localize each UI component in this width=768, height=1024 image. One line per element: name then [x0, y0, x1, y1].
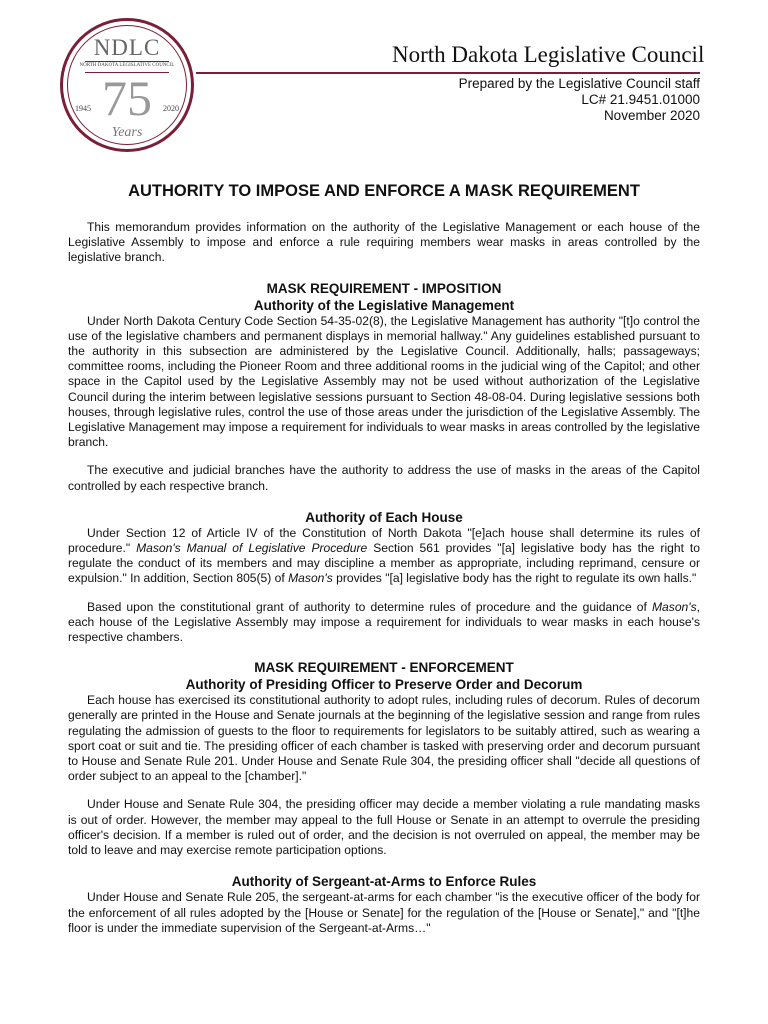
- citation-masons-manual: Mason's Manual of Legislative Procedure: [136, 541, 368, 556]
- paragraph: Under North Dakota Century Code Section 54-35-02(8), the Legislative Management has authority "[t]o control the use of the legislative chambers and permanent displays in memorial hallway." Any guidelines established pursuant to the authority in this subsection are administered by the Legislative Council. Additionally, halls; passageways; committee rooms, including the Pioneer Room and three additional rooms in the judicial wing of the Capitol; and other space in the Capitol used by the Legislative Assembly may not be used without authorization of the Legislative Council during the interim between legislative sessions pursuant to Section 48-08-04. During legislative sessions both houses, through legislative rules, control the use of those areas under the jurisdiction of the Legislative Assembly. The Legislative Management may impose a requirement for individuals to wear masks in areas controlled by the legislative branch.: [68, 313, 700, 450]
- paragraph: Under House and Senate Rule 304, the presiding officer may decide a member violating a rule mandating masks is out of order. However, the member may appeal to the full House or Senate in an attempt to overrule the presiding officer's decision. If a member is ruled out of order, and the decision is not overruled on appeal, the member may be told to leave and may exercise remote participation options.: [68, 797, 700, 858]
- seal-years-word: Years: [111, 125, 143, 140]
- document-title: AUTHORITY TO IMPOSE AND ENFORCE A MASK REQUIREMENT: [128, 182, 640, 200]
- document-date: November 2020: [603, 108, 700, 123]
- section-heading-enforcement: MASK REQUIREMENT - ENFORCEMENT: [254, 660, 514, 676]
- prepared-by: Prepared by the Legislative Council staff: [458, 76, 700, 91]
- citation-masons: Mason's: [651, 599, 697, 614]
- council-name: North Dakota Legislative Council: [392, 42, 705, 67]
- seal-year-end: 2020: [163, 104, 179, 113]
- paragraph: Each house has exercised its constitutional authority to adopt rules, including rules of decorum. Rules of decorum generally are printed in the House and Senate journals at the beginning of the legislative session and range from rules regulating the admission of guests to the floor to requirements for legislators to be suitably attired, such as wearing a sport coat or suit and tie. The presiding officer of each chamber is tasked with preserving order and decorum pursuant to House and Senate Rule 201. Under House and Senate Rule 304, the presiding officer shall "decide all questions of order subject to an appeal to the [chamber].": [68, 693, 700, 784]
- header-divider: [196, 72, 700, 74]
- paragraph: The executive and judicial branches have the authority to address the use of masks in the areas of the Capitol controlled by each respective branch.: [68, 463, 700, 493]
- citation-masons: Mason's: [288, 571, 333, 586]
- paragraph: Under House and Senate Rule 205, the sergeant-at-arms for each chamber "is the executive officer of the body for the enforcement of all rules adopted by the [House or Senate] for the regulation of the [House or Senate]," and "[t]he floor is under the immediate supervision of the Sergeant-at-Arms…": [68, 890, 700, 935]
- subheading-legislative-management: Authority of the Legislative Management: [253, 297, 515, 313]
- ndlc-75-years-seal: [60, 18, 194, 152]
- paragraph: Based upon the constitutional grant of authority to determine rules of procedure and the guidance of Mason's, each house of the Legislative Assembly may impose a requirement for individuals to wear masks in each house's respective chambers.: [68, 599, 700, 645]
- lc-number: LC# 21.9451.01000: [581, 92, 700, 107]
- memo-body: [68, 220, 700, 936]
- paragraph: Under Section 12 of Article IV of the Constitution of North Dakota "[e]ach house shall determine its rules of procedure." Mason's Manual of Legislative Procedure Section 561 provides "[a] legislative body has the right to regulate the conduct of its members and may discipline a member as appropriate, including reprimand, censure or expulsion." In addition, Section 805(5) of Mason's provides "[a] legislative body has the right to regulate its own halls.": [68, 525, 700, 586]
- subheading-sergeant-at-arms: Authority of Sergeant-at-Arms to Enforce Rules: [231, 874, 537, 890]
- intro-paragraph: This memorandum provides information on the authority of the Legislative Management or each house of the Legislative Assembly to impose and enforce a rule requiring members wear masks in areas controlled by the legislative branch.: [68, 220, 700, 265]
- seal-abbrev: NDLC: [93, 35, 161, 60]
- seal-subtitle: NORTH DAKOTA LEGISLATIVE COUNCIL: [79, 63, 175, 68]
- document-info: [459, 76, 700, 124]
- seal-number: 75: [102, 70, 152, 126]
- subheading-each-house: Authority of Each House: [305, 509, 463, 525]
- section-heading-imposition: MASK REQUIREMENT - IMPOSITION: [266, 280, 502, 296]
- seal-rule: [85, 61, 169, 62]
- subheading-presiding-officer: Authority of Presiding Officer to Preserve Order and Decorum: [185, 677, 583, 693]
- seal-year-start: 1945: [75, 104, 91, 113]
